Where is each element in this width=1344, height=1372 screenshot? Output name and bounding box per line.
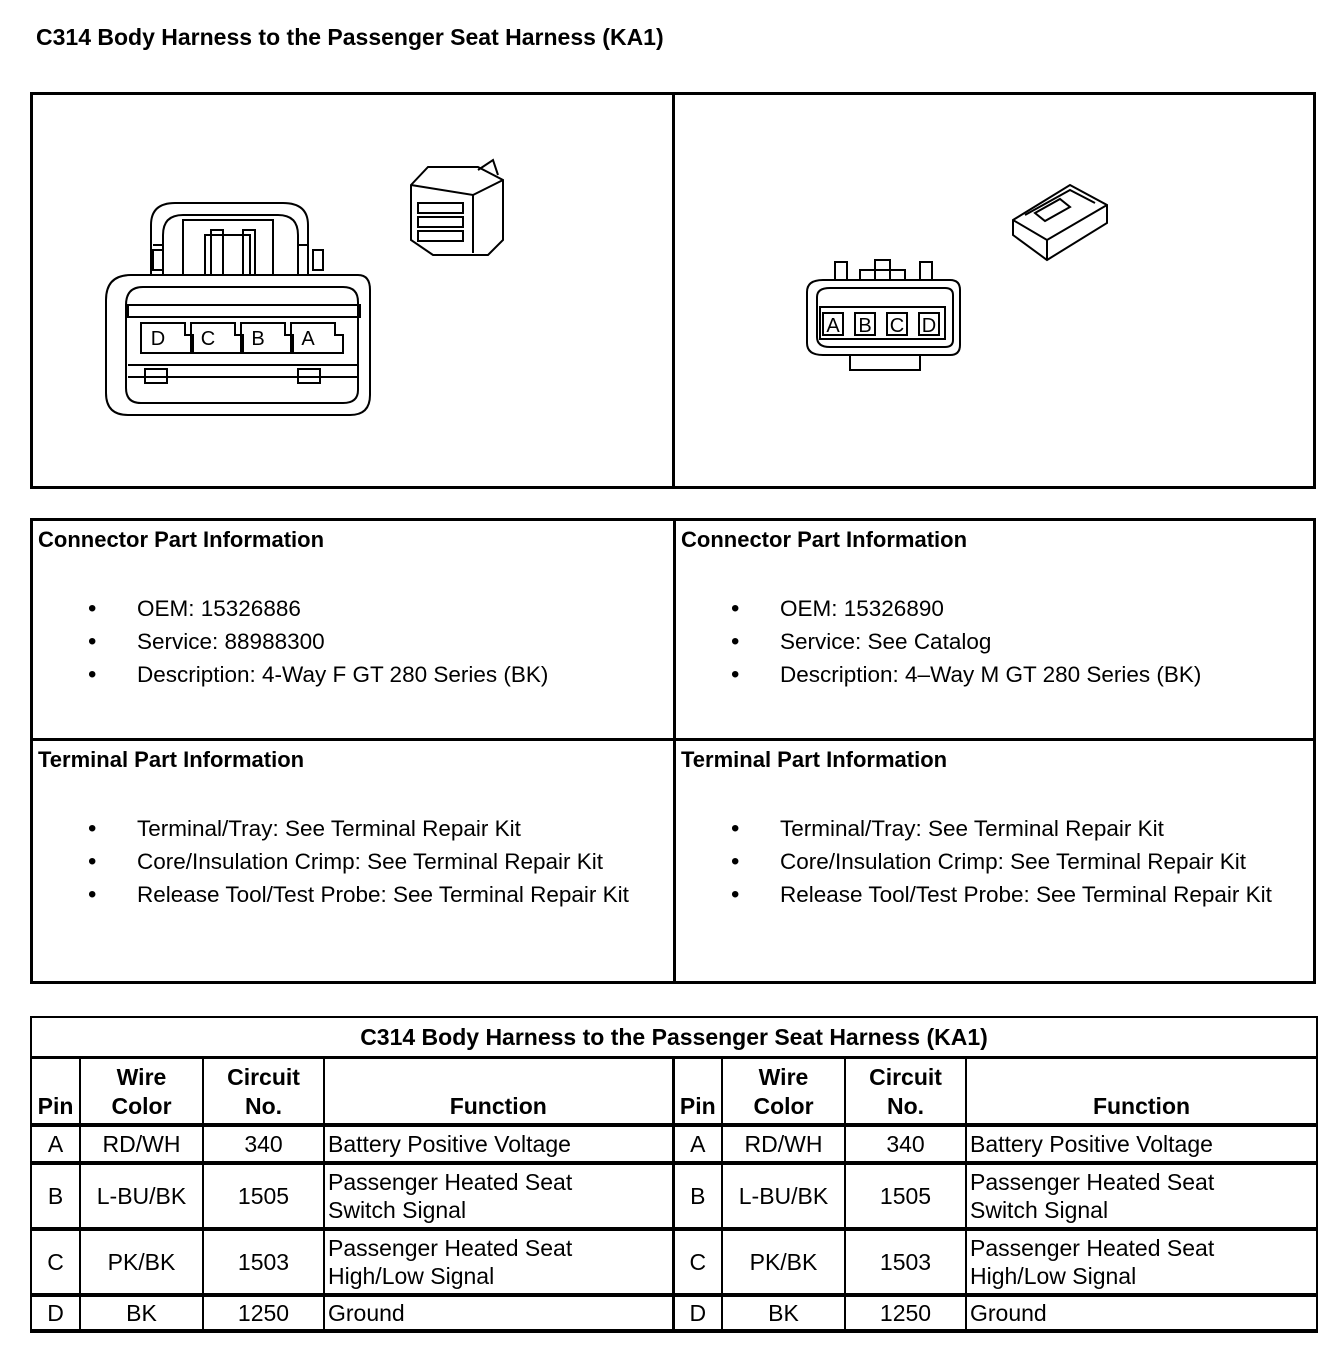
header-pin: Pin: [31, 1058, 80, 1126]
male-connector-drawing: [675, 95, 1313, 486]
terminal-info-male: [673, 738, 1313, 981]
male-pin-label-2: B: [857, 315, 872, 337]
list-item: • Service: See Catalog: [681, 628, 1307, 656]
female-connector-panel: [33, 95, 672, 486]
female-connector-drawing: [33, 95, 671, 486]
terminal-info-heading: Terminal Part Information: [681, 747, 948, 772]
connector-images: [30, 92, 1316, 489]
list-item: • Release Tool/Test Probe: See Terminal Repair Kit: [681, 881, 1307, 909]
male-pin-label-4: D: [921, 315, 936, 337]
female-pin-label-4: A: [301, 328, 315, 350]
list-item: • OEM: 15326886: [38, 595, 667, 623]
table-caption: C314 Body Harness to the Passenger Seat Harness (KA1): [31, 1017, 1317, 1058]
header-wire-color: Wire Color: [722, 1058, 845, 1126]
header-circuit-no: Circuit No.: [845, 1058, 966, 1126]
connector-info-heading: Connector Part Information: [38, 527, 325, 552]
list-item: • Description: 4-Way F GT 280 Series (BK): [38, 661, 667, 689]
male-connector-panel: [672, 95, 1314, 486]
header-wire-color: Wire Color: [80, 1058, 203, 1126]
page-title: C314 Body Harness to the Passenger Seat Harness (KA1): [36, 24, 664, 50]
list-item: • Core/Insulation Crimp: See Terminal Repair Kit: [38, 848, 667, 876]
connector-info-heading: Connector Part Information: [681, 527, 968, 552]
table-header-row: [31, 1058, 1317, 1126]
male-pin-label-1: A: [825, 315, 840, 337]
male-pin-label-3: C: [889, 315, 904, 337]
header-circuit-no: Circuit No.: [203, 1058, 324, 1126]
header-pin: Pin: [673, 1058, 722, 1126]
connector-info-male: [673, 521, 1313, 738]
part-information: [30, 518, 1316, 984]
list-item: • Service: 88988300: [38, 628, 667, 656]
list-item: • Release Tool/Test Probe: See Terminal Repair Kit: [38, 881, 667, 909]
connector-info-female: [33, 521, 673, 738]
header-function: Function: [324, 1058, 673, 1126]
list-item: • Terminal/Tray: See Terminal Repair Kit: [681, 815, 1307, 843]
female-pin-label-1: D: [150, 328, 166, 350]
pinout-table: [30, 1016, 1318, 1333]
female-pin-label-2: C: [200, 328, 216, 350]
female-pin-label-3: B: [251, 328, 265, 350]
table-row: D BK 1250 Ground D BK 1250 Ground: [31, 1295, 1317, 1331]
terminal-info-heading: Terminal Part Information: [38, 747, 305, 772]
terminal-info-female: [33, 738, 673, 981]
list-item: • Terminal/Tray: See Terminal Repair Kit: [38, 815, 667, 843]
table-row: A RD/WH 340 Battery Positive Voltage A RD/WH 340 Battery Positive Voltage: [31, 1125, 1317, 1163]
table-row: C PK/BK 1503 Passenger Heated Seat High/Low Signal C PK/BK 1503 Passenger Heated Seat High/Low Signal: [31, 1229, 1317, 1295]
table-row: B L-BU/BK 1505 Passenger Heated Seat Switch Signal B L-BU/BK 1505 Passenger Heated Seat Switch Signal: [31, 1163, 1317, 1229]
list-item: • OEM: 15326890: [681, 595, 1307, 623]
list-item: • Description: 4–Way M GT 280 Series (BK): [681, 661, 1307, 689]
header-function: Function: [966, 1058, 1317, 1126]
list-item: • Core/Insulation Crimp: See Terminal Repair Kit: [681, 848, 1307, 876]
